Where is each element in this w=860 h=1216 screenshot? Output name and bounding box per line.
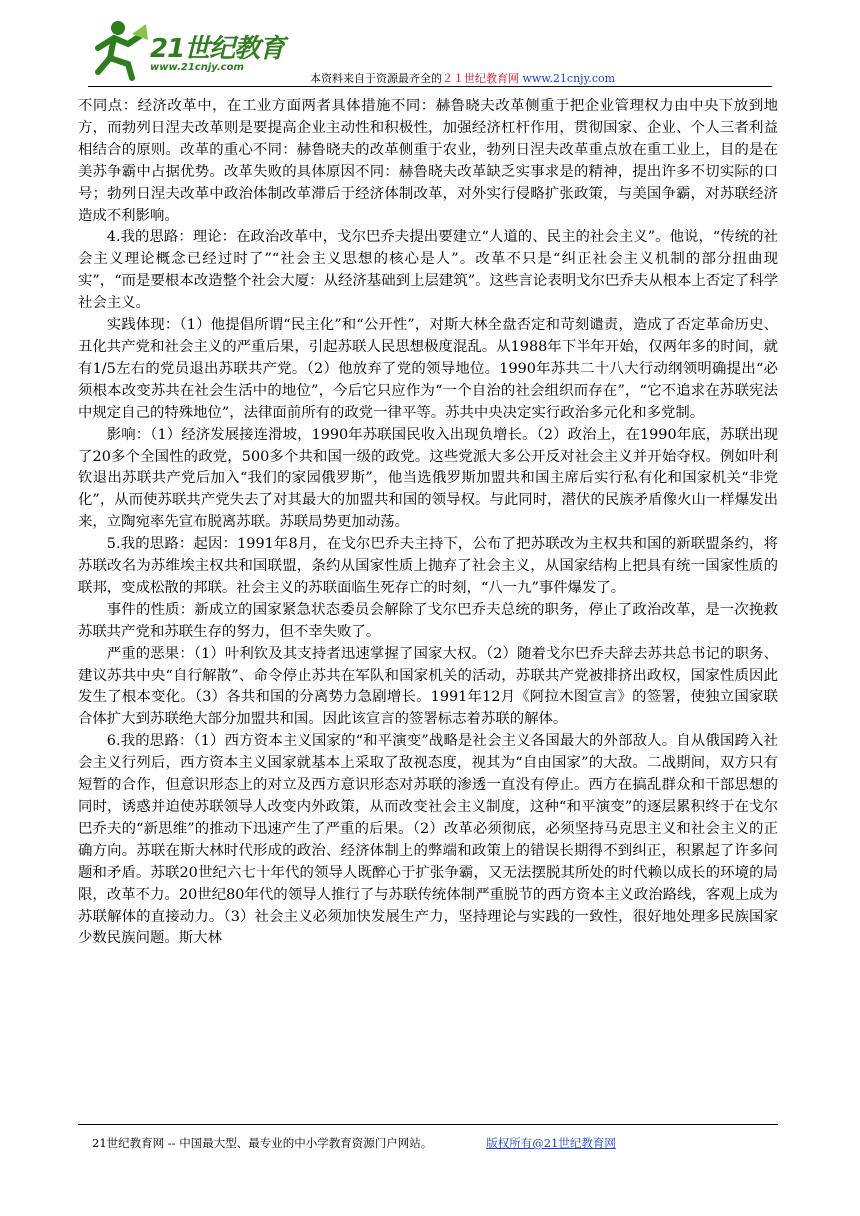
logo-url: www.21cnjy.com (150, 62, 244, 73)
source-prefix: 本资料来自于资源最齐全的 (310, 72, 442, 85)
paragraph: 不同点：经济改革中，在工业方面两者具体措施不同：赫鲁晓夫改革侧重于把企业管理权力由中央下放到地方，而勃列日涅夫改革则是要提高企业主动性和积极性，加强经济杠杆作用，贯彻国家、企业、个人三者利益相结合的原则。改革的重心不同：赫鲁晓夫的改革侧重于农业，勃列日涅夫改革重点放在重工业上，目的是在美苏争霸中占据优势。改革失败的具体原因不同：赫鲁晓夫改革缺乏实事求是的精神，提出许多不切实际的口号；勃列日涅夫改革中政治体制改革滞后于经济体制改革，对外实行侵略扩张政策，与美国争霸，对苏联经济造成不利影响。 (78, 98, 778, 224)
paragraph: 4.我的思路：理论：在政治改革中，戈尔巴乔夫提出要建立“人道的、民主的社会主义”。他说，“传统的社会主义理论概念已经过时了”“社会主义思想的核心是人”。改革不只是“纠正社会主义机制的部分扭曲现实”，“而是要根本改造整个社会大厦：从经济基础到上层建筑”。这些言论表明戈尔巴乔夫从根本上否定了科学社会主义。 (78, 229, 778, 312)
logo-text: 21世纪教育 (150, 34, 285, 64)
header-divider (88, 86, 772, 87)
paragraph: 影响：（1）经济发展接连滑坡，1990年苏联国民收入出现负增长。（2）政治上，在1990年底，苏联出现了20多个全国性的政党，500多个共和国一级的政党。这些党派大多公开反对社会主义并开始夺权。例如叶利钦退出苏联共产党后加入“我们的家园俄罗斯”，他当选俄罗斯加盟共和国主席后实行私有化和国家机关“非党化”，从而使苏联共产党失去了对其最大的加盟共和国的领导权。与此同时，潜伏的民族矛盾像火山一样爆发出来，立陶宛率先宣布脱离苏联。苏联局势更加动荡。 (78, 426, 778, 531)
source-line (310, 70, 615, 86)
page-footer (92, 1135, 616, 1151)
copyright-link[interactable]: 版权所有@21世纪教育网 (486, 1136, 616, 1150)
paragraph: 严重的恶果：（1）叶利钦及其支持者迅速掌握了国家大权。（2）随着戈尔巴乔夫辞去苏共总书记的职务、建议苏共中央“自行解散”、命令停止苏共在军队和国家机关的活动，苏联共产党被排挤出政权，国家性质因此发生了根本变化。（3）各共和国的分离势力急剧增长。1991年12月《阿拉木图宣言》的签署，使独立国家联合体扩大到苏联绝大部分加盟共和国。因此该宣言的签署标志着苏联的解体。 (78, 645, 778, 728)
page-header (0, 0, 860, 92)
paragraph: 实践体现：（1）他提倡所谓“民主化”和“公开性”，对斯大林全盘否定和苛刻谴责，造成了否定革命历史、丑化共产党和社会主义的严重后果，引起苏联人民思想极度混乱。从1988年下半年开始，仅两年多的时间，就有1/5左右的党员退出苏联共产党。（2）他放弃了党的领导地位。1990年苏共二十八大行动纲领明确提出“必须根本改变苏共在社会生活中的地位”，今后它只应作为“一个自治的社会组织而存在”，“它不追求在苏联宪法中规定自己的特殊地位”，法律面前所有的政党一律平等。苏共中央决定实行政治多元化和多党制。 (78, 317, 778, 421)
document-body (78, 96, 778, 950)
footer-divider (78, 1124, 778, 1125)
paragraph: 事件的性质：新成立的国家紧急状态委员会解除了戈尔巴乔夫总统的职务，停止了政治改革，是一次挽救苏联共产党和苏联生存的努力，但不幸失败了。 (78, 601, 778, 640)
paragraph: 5.我的思路：起因：1991年8月，在戈尔巴乔夫主持下，公布了把苏联改为主权共和国的新联盟条约，将苏联改名为苏维埃主权共和国联盟，条约从国家性质上抛弃了社会主义，从国家结构上把具有统一国家性质的联邦，变成松散的邦联。社会主义的苏联面临生死存亡的时刻，“八一九”事件爆发了。 (78, 536, 778, 596)
paragraph: 6.我的思路：（1）西方资本主义国家的“和平演变”战略是社会主义各国最大的外部敌人。自从俄国跨入社会主义行列后，西方资本主义国家就基本上采取了敌视态度，视其为“自由国家”的大敌。二战期间，双方只有短暂的合作，但意识形态上的对立及西方意识形态对苏联的渗透一直没有停止。西方在搞乱群众和干部思想的同时，诱惑并迫使苏联领导人改变内外政策，从而改变社会主义制度，这种“和平演变”的逐层累积终于在戈尔巴乔夫的“新思维”的推动下迅速产生了严重的后果。（2）改革必须彻底，必须坚持马克思主义和社会主义的正确方向。苏联在斯大林时代形成的政治、经济体制上的弊端和政策上的错误长期得不到纠正，积累起了许多问题和矛盾。苏联20世纪六七十年代的领导人既醉心于扩张争霸，又无法摆脱其所处的时代赖以成长的环境的局限，改革不力。20世纪80年代的领导人推行了与苏联传统体制严重脱节的西方资本主义政治路线，客观上成为苏联解体的直接动力。（3）社会主义必须加快发展生产力，坚持理论与实践的一致性，很好地处理多民族国家少数民族问题。斯大林 (78, 733, 778, 947)
source-site: ２１世纪教育网 (442, 72, 519, 85)
footer-text: 21世纪教育网 -- 中国最大型、最专业的中小学教育资源门户网站。 (92, 1136, 433, 1150)
source-url[interactable]: www.21cnjy.com (522, 72, 616, 85)
